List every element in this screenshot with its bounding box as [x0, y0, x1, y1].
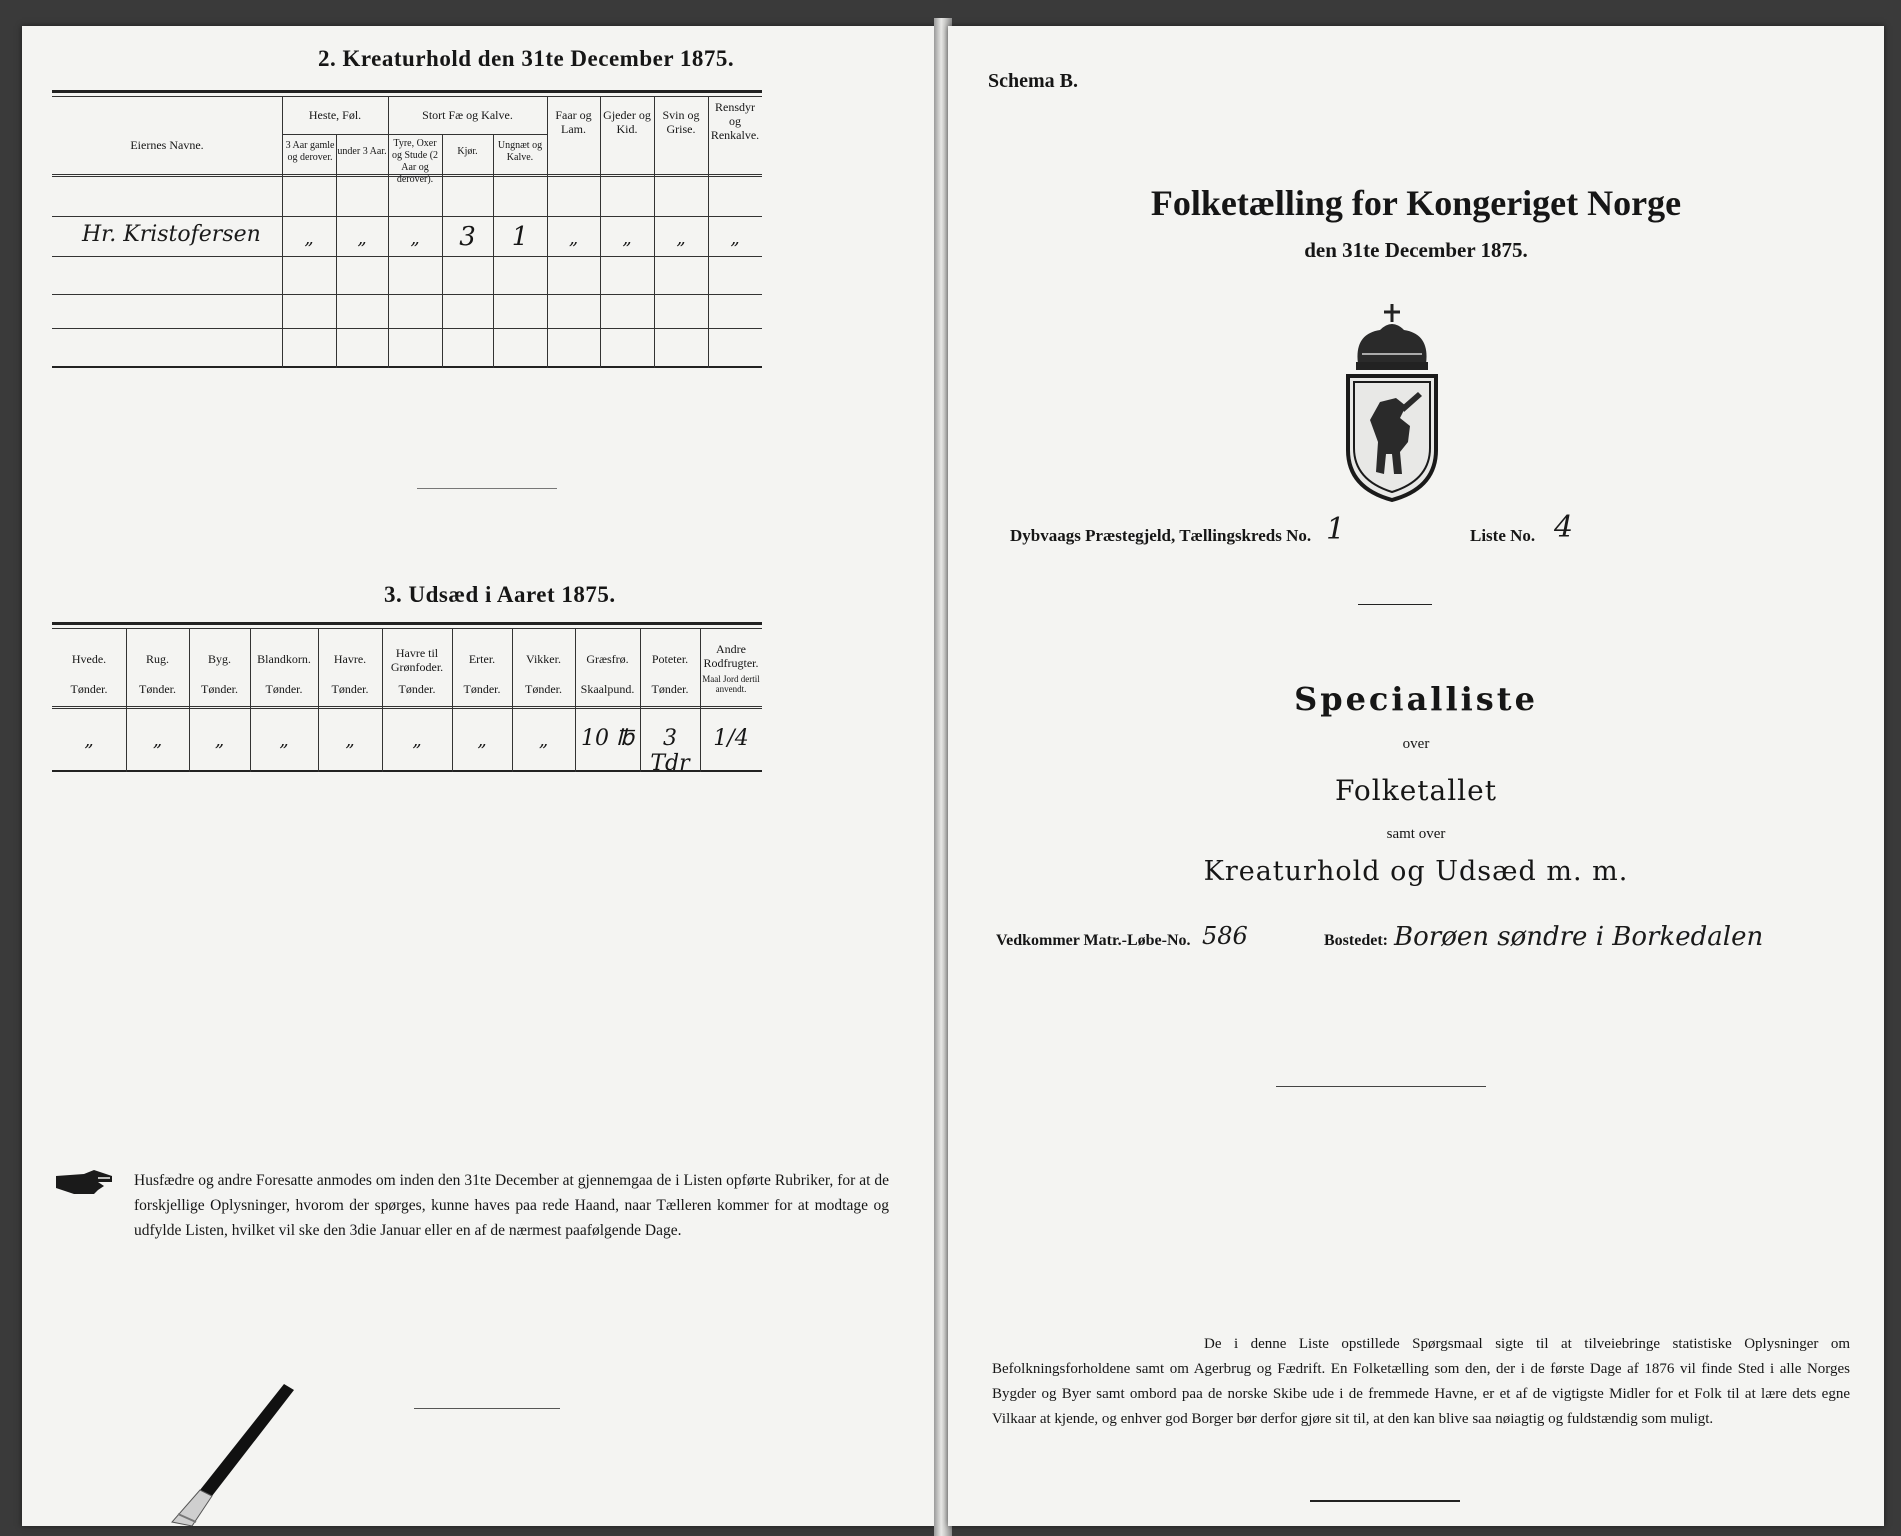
section3-title: 3. Udsæd i Aaret 1875.: [384, 582, 616, 607]
left-page: [22, 26, 937, 1526]
main-title: Folketælling for Kongeriget Norge: [1150, 183, 1682, 223]
matr-number: 586: [1202, 922, 1248, 950]
bosted-value: Borøen søndre i Borkedalen: [1394, 922, 1764, 952]
district-number: 1: [1326, 512, 1346, 547]
bosted-label: Bostedet:: [1324, 932, 1388, 949]
seed-col-name: Erter.: [468, 652, 496, 666]
right-page: [948, 26, 1884, 1526]
list-number: 4: [1554, 510, 1574, 545]
seed-col-unit: Maal Jord dertil anvendt.: [702, 674, 760, 694]
title-date: den 31te December 1875.: [1304, 238, 1528, 262]
section2-title: 2. Kreaturhold den 31te December 1875.: [318, 46, 735, 71]
cell-value: „: [676, 228, 686, 249]
divider: [1358, 604, 1432, 605]
kreaturhold-heading: Kreaturhold og Udsæd m. m.: [1203, 856, 1629, 887]
seed-col-unit: Skaalpund.: [580, 682, 635, 696]
cell-value: „: [410, 228, 420, 249]
explanation-paragraph: De i denne Liste opstillede Spørgsmaal sigte til at tilveiebringe statistiske Oplysninger om Befolkningsforholdene samt om Agerbrug og Fædrift. En Folketælling som den, der i de første Dage af 1876 vil finde Sted i alle Norges Bygder og Byer samt ombord paa de norske Skibe ude i de fremmede Havne, er et af de vigtigste Midler for et Folk til at lære dets egne Vilkaar at kjende, og enhver god Borger bør derfor gjøre sit til, at den kan blive saa nøiagtig og fuldstændig som muligt.: [992, 1336, 1850, 1427]
group-stort-fae: Stort Fæ og Kalve.: [422, 108, 513, 122]
divider: [417, 488, 557, 489]
seed-value: „: [84, 730, 94, 751]
folketallet-heading: Folketallet: [1335, 774, 1497, 807]
list-label: Liste No.: [1470, 526, 1536, 545]
seed-col-name: Andre Rodfrugter.: [703, 642, 759, 670]
pointing-hand-icon: [54, 1168, 116, 1203]
coat-of-arms-icon: [1340, 302, 1444, 507]
seed-value: „: [214, 730, 225, 751]
seed-col-unit: Tønder.: [70, 682, 108, 696]
seed-value: „: [279, 730, 289, 751]
seed-value: 10 ℔: [581, 726, 634, 751]
col-header: Svin og Grise.: [662, 108, 700, 136]
seed-value: „: [412, 730, 422, 751]
seed-col-unit: Tønder.: [398, 682, 436, 696]
seed-col-name: Hvede.: [71, 652, 107, 666]
owner-name: Hr. Kristofersen: [82, 222, 261, 247]
table3-top-rule: [52, 622, 762, 625]
seed-value: „: [345, 730, 355, 751]
owner-header: Eiernes Navne.: [130, 138, 204, 152]
over-text: over: [1402, 736, 1430, 752]
seed-value: „: [538, 730, 549, 751]
seed-col-name: Vikker.: [526, 652, 561, 666]
seed-col-unit: Tønder.: [201, 682, 238, 696]
cell-value: „: [730, 228, 740, 249]
cell-value: 3: [459, 222, 476, 252]
seed-value: „: [152, 730, 163, 751]
col-header: 3 Aar gamle og derover.: [285, 140, 335, 163]
divider: [414, 1408, 560, 1409]
seed-col-name: Poteter.: [651, 652, 689, 666]
group-heste: Heste, Føl.: [308, 108, 362, 122]
divider: [1276, 1086, 1486, 1087]
cell-value: „: [622, 228, 632, 249]
col-header: Gjeder og Kid.: [603, 108, 651, 136]
cell-value: 1: [511, 222, 529, 252]
cell-value: „: [304, 228, 314, 249]
seed-col-unit: Tønder.: [265, 682, 303, 696]
specialliste-heading: Specialliste: [1294, 680, 1538, 718]
schema-label: Schema B.: [988, 70, 1078, 92]
col-header: Kjør.: [457, 146, 478, 157]
col-header: Tyre, Oxer og Stude (2 Aar og derover).: [391, 138, 439, 185]
divider: [1310, 1500, 1460, 1502]
table2-top-rule: [52, 90, 762, 93]
col-header: Rensdyr og Renkalve.: [710, 100, 760, 142]
seed-col-unit: Tønder.: [525, 682, 562, 696]
seed-col-name: Rug.: [145, 652, 169, 666]
col-header: Faar og Lam.: [555, 108, 592, 136]
seed-col-name: Blandkorn.: [257, 652, 311, 666]
seed-col-name: Havre til Grønfoder.: [390, 646, 444, 674]
col-header: Ungnæt og Kalve.: [497, 140, 543, 163]
seed-value: „: [477, 730, 487, 751]
col-header: under 3 Aar.: [337, 146, 387, 157]
cell-value: „: [568, 228, 579, 249]
seed-col-unit: Tønder.: [139, 682, 176, 696]
seed-value: 3 Tdr: [650, 726, 690, 776]
seed-col-name: Havre.: [333, 652, 367, 666]
notice-text: Husfædre og andre Foresatte anmodes om inden den 31te December at gjennemgaa de i Listen opførte Rubriker, for at de forskjellige Oplysninger, hvorom der spørges, kunne haves paa rede Haand, naar Tælleren kommer for at modtage og udfylde Listen, hvilket vil ske den 3die Januar eller en af de nærmest paafølgende Dage.: [134, 1172, 889, 1239]
seed-col-unit: Tønder.: [651, 682, 689, 696]
samt-over-text: samt over: [1386, 826, 1446, 842]
seed-col-name: Græsfrø.: [586, 652, 629, 666]
pen-image: [152, 1376, 312, 1531]
seed-value: 1/4: [713, 726, 749, 751]
cell-value: „: [357, 228, 367, 249]
seed-col-unit: Tønder.: [331, 682, 369, 696]
seed-col-unit: Tønder.: [463, 682, 501, 696]
seed-col-name: Byg.: [207, 652, 231, 666]
matr-label: Vedkommer Matr.-Løbe-No.: [996, 932, 1191, 949]
district-label: Dybvaags Præstegjeld, Tællingskreds No.: [1010, 526, 1312, 545]
